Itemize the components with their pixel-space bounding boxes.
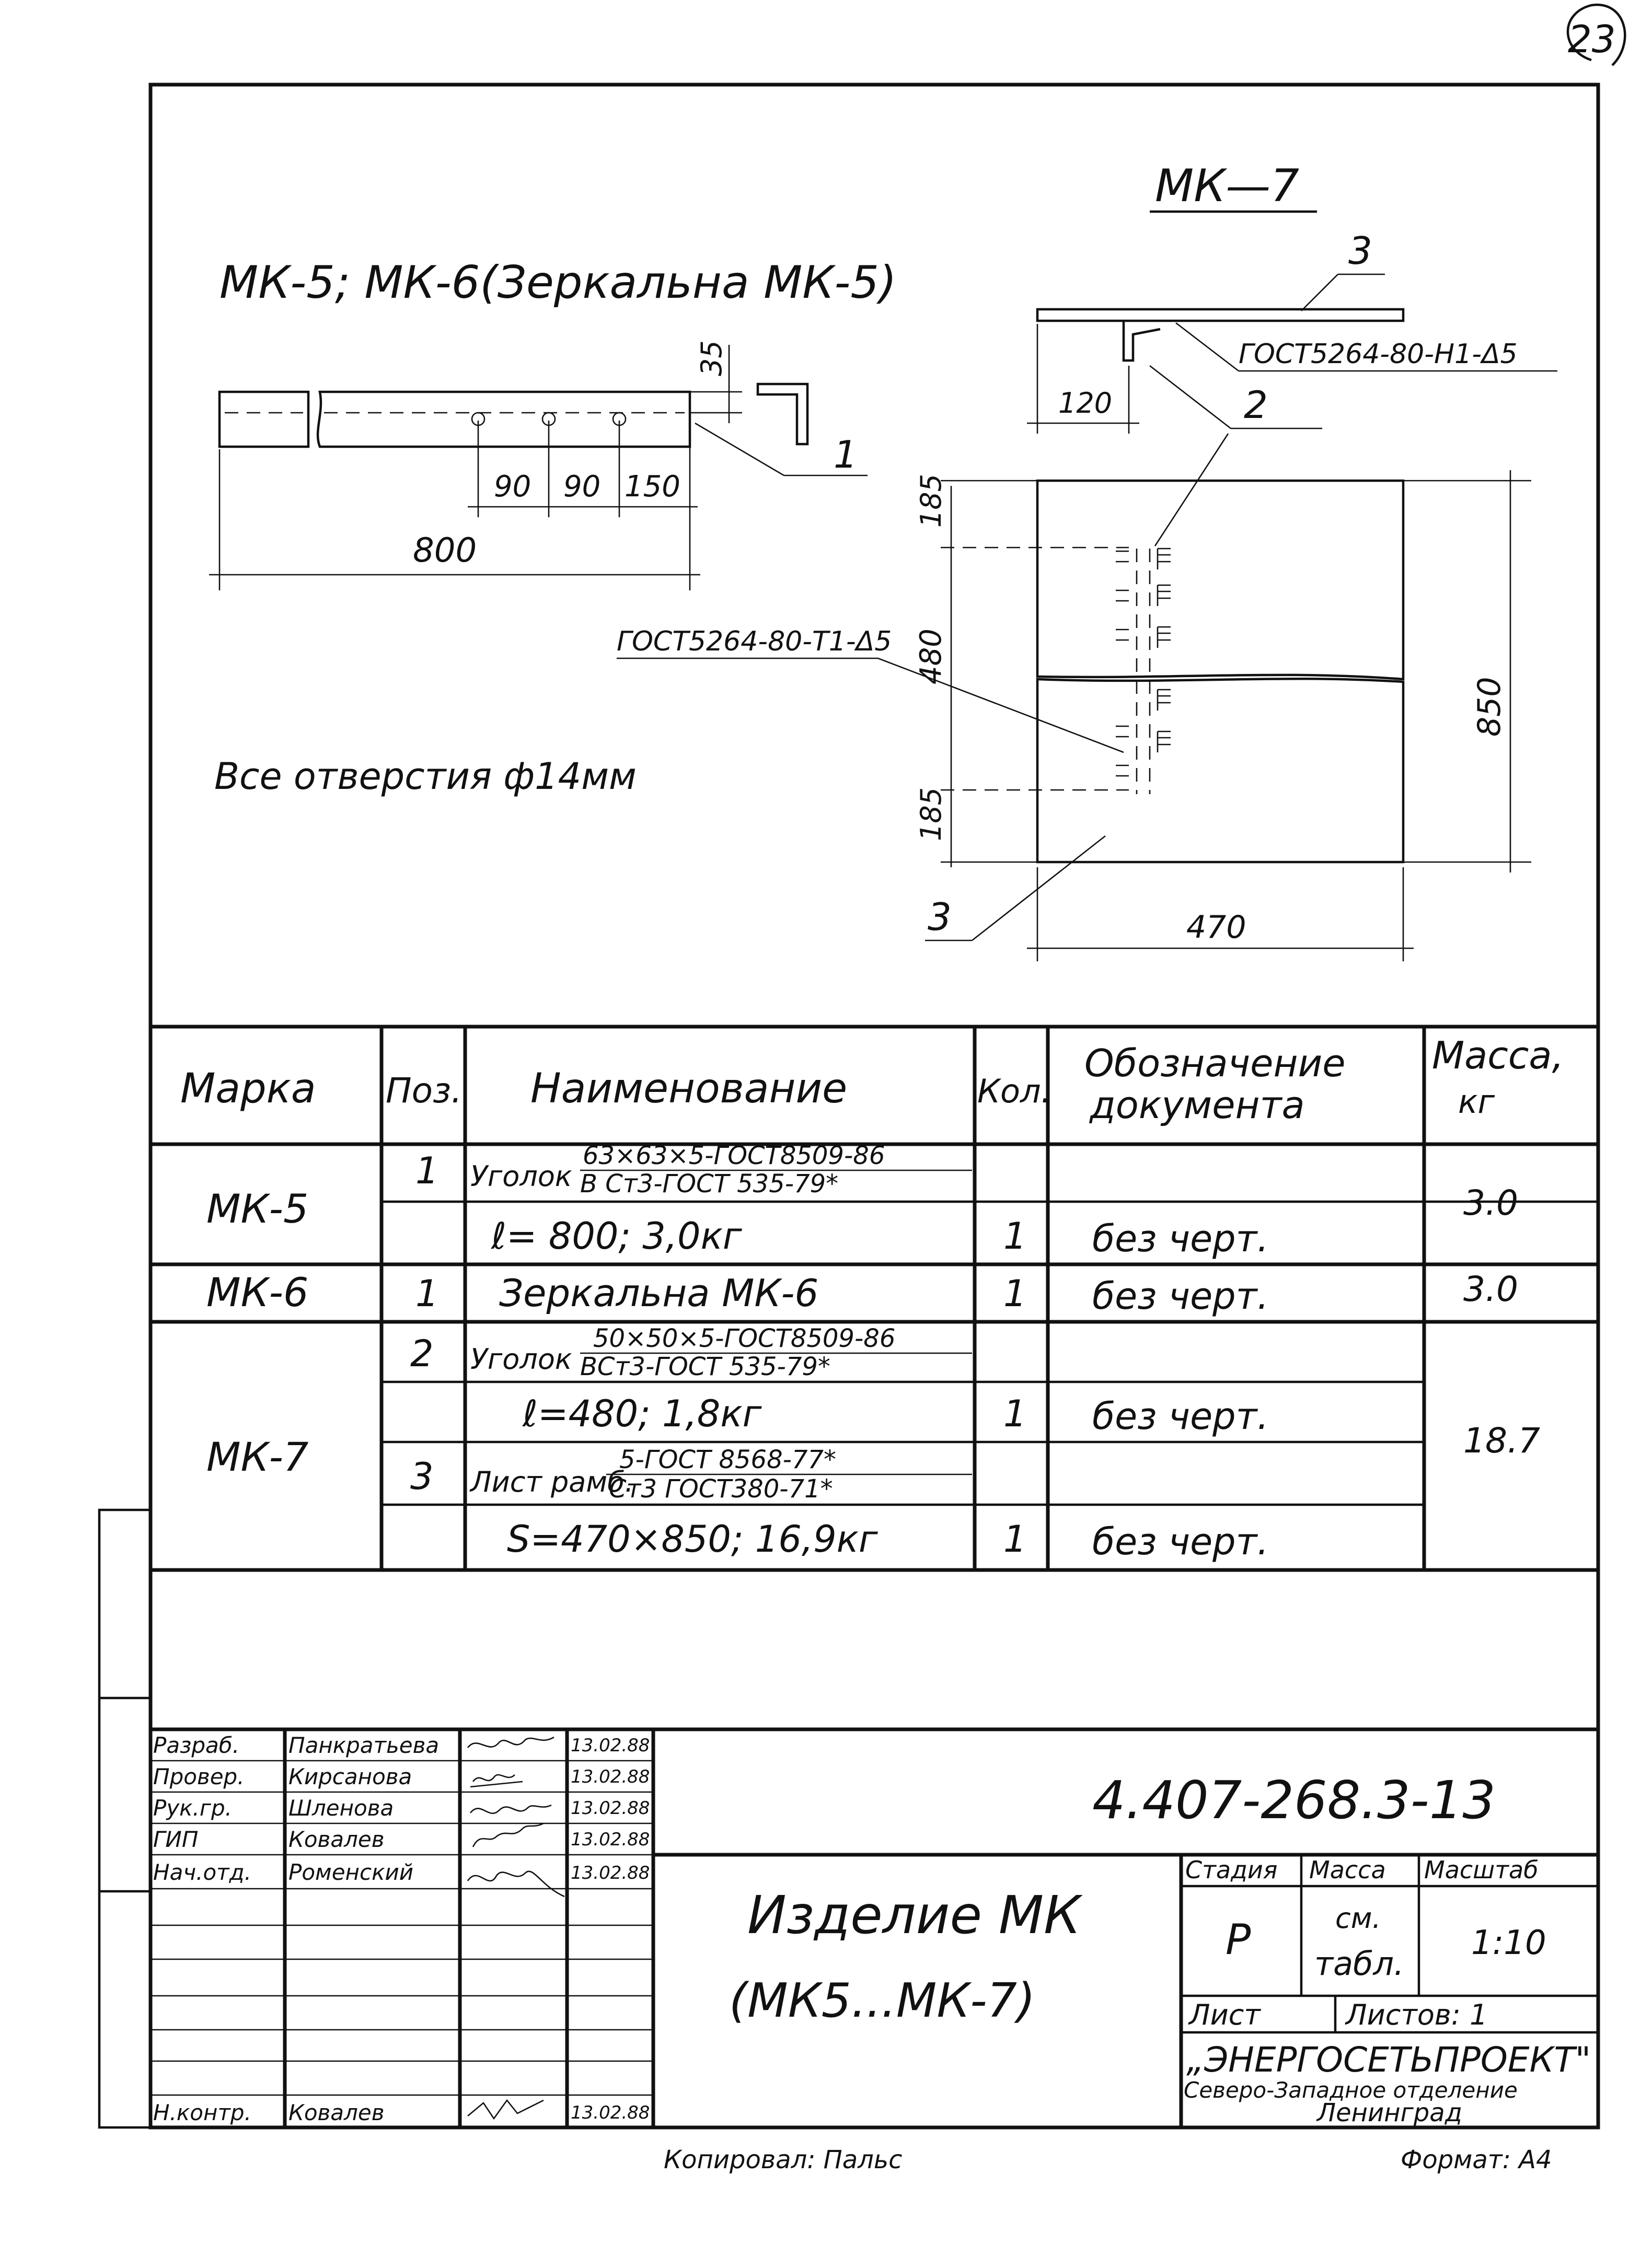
sheet-number-badge: [1568, 5, 1625, 65]
sig-role: ГИП: [153, 1827, 199, 1852]
sig-date: 13.02.88: [571, 1766, 650, 1787]
signature-mark: [473, 1823, 544, 1847]
product-title: Изделие МК: [747, 1885, 1081, 1946]
mk7-title: МК—7: [1155, 160, 1299, 212]
signature-row: [153, 1795, 650, 1821]
mk7-weld-side: ГОСТ5264-80-Т1-Δ5: [617, 626, 892, 657]
row-mk5-mass: 3.0: [1463, 1183, 1518, 1223]
scale-label: Масштаб: [1424, 1856, 1539, 1884]
mk56-holes-note: Все отверстия ф14мм: [214, 755, 637, 798]
header-marka: Марка: [180, 1065, 316, 1112]
mk7-dim-480: 480: [914, 629, 948, 684]
sig-name: Кирсанова: [288, 1764, 412, 1789]
sig-name: Роменский: [288, 1859, 414, 1885]
mk7-pos-2: 2: [1244, 383, 1268, 427]
mk56-dim-35: 35: [695, 340, 728, 376]
org-city: Ленинград: [1317, 2098, 1462, 2127]
footer-format: Формат: А4: [1401, 2145, 1552, 2174]
row-mk5-name-num: 63×63×5-ГОСТ8509-86: [583, 1141, 885, 1170]
row-mk7a-name-prefix: Уголок: [470, 1343, 572, 1376]
mass-value-1: см.: [1335, 1902, 1381, 1935]
spec-table: [151, 1027, 1598, 1570]
mk56-dim-90a: 90: [494, 470, 531, 504]
mk7-dim-470: 470: [1186, 909, 1246, 946]
mass-label: Масса: [1309, 1856, 1386, 1884]
sig-role: Нач.отд.: [153, 1859, 252, 1885]
header-poz: Поз.: [386, 1071, 463, 1111]
org-branch: Северо-Западное отделение: [1184, 2077, 1518, 2103]
row-mk6-name: Зеркальна МК-6: [499, 1271, 819, 1315]
signature-mark: [468, 1871, 564, 1897]
mk7-dim-185-bottom: 185: [915, 787, 947, 841]
mk56-dim-90b: 90: [563, 470, 601, 504]
scale-value: 1:10: [1471, 1924, 1546, 1962]
row-mk7b-name: ℓ=480; 1,8кг: [523, 1392, 762, 1435]
mk56-dim-800: 800: [413, 531, 477, 570]
row-mk7d-doc: без черт.: [1092, 1520, 1269, 1563]
mk7-dim-120: 120: [1058, 387, 1113, 420]
mk56-pos-1: 1: [834, 433, 858, 476]
header-doc-2: документа: [1090, 1083, 1305, 1127]
doc-code: 4.407-268.3-13: [1092, 1770, 1496, 1831]
row-mk5b-name: ℓ= 800; 3,0кг: [491, 1215, 742, 1258]
sig-date: 13.02.88: [571, 1735, 650, 1756]
row-mk7c-poz: 3: [410, 1455, 434, 1498]
row-mk5-name-prefix: Уголок: [470, 1160, 572, 1193]
sig-role: Разраб.: [153, 1732, 240, 1758]
mk7-dim-185-top: 185: [915, 473, 947, 528]
mk56-drawing: [209, 257, 897, 798]
row-mk7a-name-den: ВСт3-ГОСТ 535-79*: [580, 1352, 830, 1381]
row-mk6-mass: 3.0: [1463, 1269, 1518, 1309]
mk7-weld-marks: [1116, 549, 1171, 776]
sig-date: 13.02.88: [571, 1798, 650, 1819]
sig-role: Провер.: [153, 1764, 245, 1789]
signature-row: [153, 1732, 650, 1758]
sig-name: Панкратьева: [288, 1732, 440, 1758]
row-mk7-marka: МК-7: [206, 1434, 309, 1480]
title-block: [151, 1729, 1598, 2127]
row-mk7-mass: 18.7: [1463, 1421, 1540, 1461]
row-mk5b-doc: без черт.: [1092, 1217, 1269, 1260]
mk7-pos-3-bottom: 3: [928, 895, 952, 939]
header-mass-1: Масса,: [1432, 1033, 1564, 1077]
footer-copied: Копировал: Пальс: [664, 2145, 903, 2174]
signature-row: [153, 2100, 650, 2125]
org-name: „ЭНЕРГОСЕТЬПРОЕКТ": [1186, 2040, 1591, 2080]
sig-date: 13.02.88: [571, 2102, 650, 2123]
row-mk5-name-den: В Ст3-ГОСТ 535-79*: [580, 1169, 839, 1199]
row-mk7d-kol: 1: [1003, 1518, 1027, 1561]
row-mk7b-kol: 1: [1003, 1392, 1027, 1435]
signature-mark: [470, 1805, 551, 1813]
sig-date: 13.02.88: [571, 1863, 650, 1883]
header-name: Наименование: [530, 1065, 848, 1112]
row-mk6-kol: 1: [1003, 1272, 1027, 1315]
signature-row: [153, 1859, 650, 1897]
header-mass-2: кг: [1458, 1083, 1495, 1121]
signature-mark: [470, 1775, 523, 1787]
header-doc-1: Обозначение: [1084, 1041, 1346, 1085]
sheet-number: 23: [1568, 17, 1616, 61]
row-mk7c-name-den: Ст3 ГОСТ380-71*: [609, 1474, 833, 1504]
sig-name: Ковалев: [288, 2100, 385, 2125]
sig-role: Н.контр.: [153, 2100, 251, 2125]
sheets-label: Листов: 1: [1346, 1998, 1488, 2031]
signature-row: [153, 1823, 650, 1852]
sig-name: Ковалев: [288, 1827, 385, 1852]
signature-mark: [468, 2100, 544, 2119]
row-mk5-poz: 1: [415, 1149, 439, 1192]
footer: [664, 2145, 1552, 2174]
mk7-weld-top: ГОСТ5264-80-Н1-Δ5: [1239, 339, 1518, 370]
sheet-label: Лист: [1189, 1998, 1261, 2031]
stage-value: Р: [1226, 1915, 1251, 1964]
sig-date: 13.02.88: [571, 1829, 650, 1850]
header-kol: Кол.: [977, 1072, 1051, 1110]
row-mk6-doc: без черт.: [1092, 1275, 1269, 1318]
row-mk7b-doc: без черт.: [1092, 1395, 1269, 1438]
sig-name: Шленова: [288, 1795, 394, 1821]
stage-label: Стадия: [1185, 1856, 1278, 1884]
row-mk5-marka: МК-5: [206, 1185, 309, 1232]
signature-mark: [468, 1737, 554, 1748]
row-mk7a-name-num: 50×50×5-ГОСТ8509-86: [593, 1324, 896, 1353]
row-mk7a-poz: 2: [410, 1332, 434, 1375]
mk56-title: МК-5; МК-6(Зеркальна МК-5): [219, 257, 897, 309]
mk56-dim-150: 150: [625, 470, 680, 504]
mass-value-2: табл.: [1314, 1945, 1404, 1983]
row-mk5b-kol: 1: [1003, 1215, 1027, 1258]
signature-row: [153, 1764, 650, 1789]
mk7-pos-3-top: 3: [1348, 229, 1372, 273]
row-mk7c-name-prefix: Лист рамб.: [470, 1466, 634, 1498]
row-mk7d-name: S=470×850; 16,9кг: [507, 1518, 878, 1561]
sig-role: Рук.гр.: [153, 1795, 232, 1821]
mk7-dim-850: 850: [1471, 677, 1508, 737]
row-mk6-marka: МК-6: [206, 1269, 309, 1316]
row-mk6-poz: 1: [415, 1272, 439, 1315]
product-range: (МК5...МК-7): [729, 1973, 1036, 2028]
row-mk7c-name-num: 5-ГОСТ 8568-77*: [619, 1445, 837, 1474]
